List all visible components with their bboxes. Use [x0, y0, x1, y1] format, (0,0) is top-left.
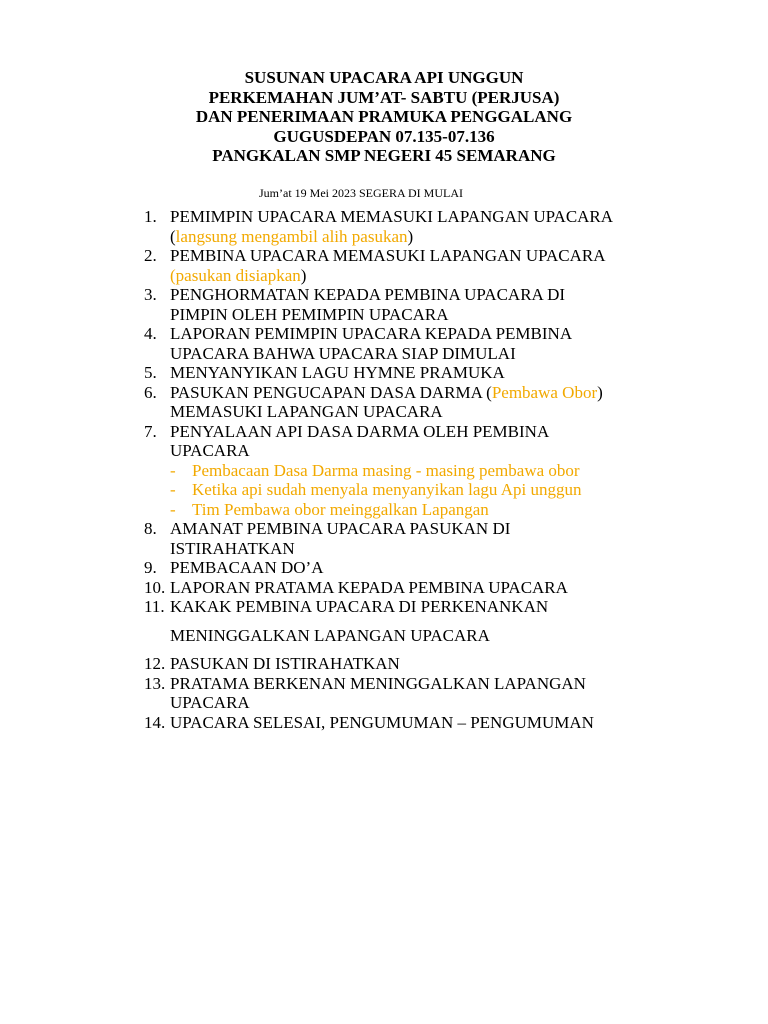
item-number: 11.	[144, 597, 165, 616]
item-number: 12.	[144, 654, 166, 673]
item-text-part: PASUKAN PENGUCAPAN DASA DARMA (	[170, 382, 492, 402]
item-text-part: )	[300, 265, 307, 285]
agenda-item-8	[144, 519, 624, 558]
item-text-part: )	[407, 226, 414, 246]
item-text: MENINGGALKAN LAPANGAN UPACARA	[170, 625, 490, 645]
agenda-item-5	[144, 363, 624, 383]
agenda-item-3	[144, 285, 624, 324]
title-line-2: PERKEMAHAN JUM’AT- SABTU (PERJUSA)	[208, 87, 560, 107]
agenda-item-2	[144, 246, 624, 285]
agenda-item-6	[144, 383, 624, 422]
item-number: 9.	[144, 558, 157, 577]
sub-item	[144, 500, 624, 520]
agenda-item-7-sublist	[144, 461, 624, 520]
item-highlight: langsung mengambil alih pasukan	[175, 226, 408, 246]
spacer	[144, 617, 624, 626]
item-text	[170, 383, 624, 422]
item-text: PENGHORMATAN KEPADA PEMBINA UPACARA DI PIMPIN OLEH PEMIMPIN UPACARA	[170, 285, 566, 324]
sub-item-dash: -	[170, 480, 176, 499]
item-text: LAPORAN PRATAMA KEPADA PEMBINA UPACARA	[170, 577, 568, 597]
item-text: LAPORAN PEMIMPIN UPACARA KEPADA PEMBINA UPACARA BAHWA UPACARA SIAP DIMULAI	[170, 324, 572, 363]
item-number: 7.	[144, 421, 157, 441]
item-number: 4.	[144, 324, 157, 343]
item-text: PRATAMA BERKENAN MENINGGALKAN LAPANGAN UPACARA	[170, 673, 586, 712]
item-text: PENYALAAN API DASA DARMA OLEH PEMBINA UPACARA	[170, 421, 549, 460]
spacer	[144, 645, 624, 654]
agenda-list	[144, 207, 624, 732]
title-line-4: GUGUSDEPAN 07.135-07.136	[273, 126, 495, 146]
agenda-item-1	[144, 207, 624, 246]
agenda-item-4	[144, 324, 624, 363]
item-text-part: PEMBINA UPACARA MEMASUKI LAPANGAN UPACARA	[170, 246, 605, 265]
sub-item-dash: -	[170, 499, 176, 519]
agenda-item-14	[144, 713, 624, 733]
agenda-item-12	[144, 654, 624, 674]
item-number: 10.	[144, 577, 166, 597]
document-title	[0, 68, 768, 166]
item-text: PEMBACAAN DO’A	[170, 558, 324, 577]
title-line-5: PANGKALAN SMP NEGERI 45 SEMARANG	[212, 146, 556, 165]
item-text	[170, 246, 624, 285]
item-number: 5.	[144, 363, 157, 382]
item-highlight: (pasukan disiapkan	[170, 265, 301, 285]
sub-item	[144, 480, 624, 500]
item-number-blank	[144, 626, 170, 646]
item-number: 3.	[144, 285, 157, 304]
date-line: Jum’at 19 Mei 2023 SEGERA DI MULAI	[259, 186, 463, 200]
sub-item-text: Ketika api sudah menyala menyanyikan lagu Api unggun	[192, 480, 582, 499]
agenda-item-13	[144, 674, 624, 713]
item-highlight: Pembawa Obor	[491, 382, 598, 402]
item-text: KAKAK PEMBINA UPACARA DI PERKENANKAN	[170, 597, 549, 616]
item-text: UPACARA SELESAI, PENGUMUMAN – PENGUMUMAN	[170, 712, 594, 732]
item-number: 1.	[144, 207, 157, 226]
item-text	[170, 207, 624, 246]
item-number: 14.	[144, 712, 166, 732]
item-text-part: PEMIMPIN UPACARA MEMASUKI LAPANGAN UPACARA (	[170, 207, 613, 246]
agenda-item-7	[144, 422, 624, 461]
title-line-1: SUSUNAN UPACARA API UNGGUN	[244, 68, 524, 87]
agenda-item-9	[144, 558, 624, 578]
item-number: 13.	[144, 673, 166, 693]
item-number: 6.	[144, 382, 157, 402]
item-text: PASUKAN DI ISTIRAHATKAN	[170, 654, 400, 673]
agenda-item-11	[144, 597, 624, 617]
item-number: 8.	[144, 519, 157, 538]
sub-item-text: Pembacaan Dasa Darma masing - masing pembawa obor	[192, 460, 580, 480]
sub-item	[144, 461, 624, 481]
item-number: 2.	[144, 246, 157, 265]
agenda-item-11-continued	[144, 626, 624, 646]
sub-item-dash: -	[170, 460, 176, 480]
agenda-item-10	[144, 578, 624, 598]
title-line-3: DAN PENERIMAAN PRAMUKA PENGGALANG	[195, 107, 573, 126]
item-text: AMANAT PEMBINA UPACARA PASUKAN DI ISTIRAHATKAN	[170, 519, 511, 558]
item-text: MENYANYIKAN LAGU HYMNE PRAMUKA	[170, 363, 505, 382]
item-text-part: ) MEMASUKI LAPANGAN UPACARA	[170, 382, 603, 421]
sub-item-text: Tim Pembawa obor meinggalkan Lapangan	[192, 499, 489, 519]
